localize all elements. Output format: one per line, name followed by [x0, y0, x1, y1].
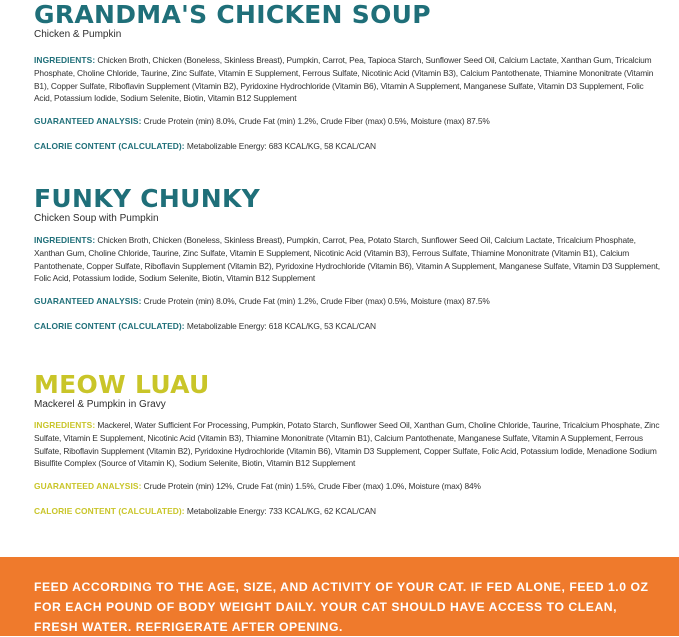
calorie-value: Metabolizable Energy: 683 KCAL/KG, 58 KCAL/CAN: [186, 140, 376, 151]
calorie-label: CALORIE CONTENT (CALCULATED):: [34, 140, 185, 151]
analysis-label: GUARANTEED ANALYSIS:: [34, 481, 142, 492]
calorie-label: CALORIE CONTENT (CALCULATED):: [34, 320, 185, 331]
product-title: GRANDMA'S CHICKEN SOUP: [34, 0, 431, 29]
feeding-instructions-banner: [0, 557, 679, 636]
feeding-instructions-text: FEED ACCORDING TO THE AGE, SIZE, AND ACTIVITY OF YOUR CAT. IF FED ALONE, FEED 1.0 OZ FOR EACH POUND OF BODY WEIGHT DAILY. YOUR CAT SHOULD HAVE ACCESS TO CLEAN, FRESH WATER. REFRIGERATE AFTER OPENING.: [34, 580, 649, 634]
ingredients-text: [34, 419, 662, 470]
product-funky-chunky: [34, 186, 662, 333]
analysis-value: Crude Protein (min) 8.0%, Crude Fat (min) 1.2%, Crude Fiber (max) 0.5%, Moisture (max) 87.5%: [143, 116, 490, 127]
ingredients-value: Mackerel, Water Sufficient For Processing, Pumpkin, Potato Starch, Sunflower Seed Oil, Xanthan Gum, Choline Chloride, Taurine, Tricalcium Phosphate, Zinc Sulfate, Vitamin E Supplement, Nicotinic Acid (Vitamin B3), Thiamine Mononitrate (Vitamin B1), Calcium Pantothenate, Manganese Sulfate, Vitamin A Supplement, Ferrous Sulfate, Riboflavin Supplement (Vitamin B2), Pyridoxine Hydrochloride (Vitamin B6), Vitamin D3 Supplement, Copper Sulfate, Folic Acid, Potassium Iodide, Menadione Sodium Bisulfite Complex (Source of Vitamin K), Sodium Selenite, Biotin, Vitamin B12 Supplement: [34, 420, 660, 469]
guaranteed-analysis: [34, 295, 662, 308]
calorie-content: [34, 505, 662, 518]
analysis-label: GUARANTEED ANALYSIS:: [34, 296, 142, 307]
product-title: FUNKY CHUNKY: [34, 184, 261, 213]
calorie-value: Metabolizable Energy: 618 KCAL/KG, 53 KCAL/CAN: [186, 320, 376, 331]
guaranteed-analysis: [34, 480, 662, 493]
ingredients-value: Chicken Broth, Chicken (Boneless, Skinless Breast), Pumpkin, Carrot, Pea, Tapioca Starch, Sunflower Seed Oil, Calcium Lactate, Xanthan Gum, Tricalcium Phosphate, Choline Chloride, Taurine, Zinc Sulfate, Vitamin E Supplement, Ferrous Sulfate, Nicotinic Acid (Vitamin B3), Calcium Pantothenate, Thiamine Mononitrate (Vitamin B1), Copper Sulfate, Riboflavin Supplement (Vitamin B2), Pyridoxine Hydrochloride (Vitamin B6), Vitamin A Supplement, Manganese Sulfate, Vitamin D3 Supplement, Folic Acid, Potassium Iodide, Sodium Selenite, Biotin, Vitamin B12 Supplement: [34, 55, 654, 104]
ingredients-label: INGREDIENTS:: [34, 420, 96, 430]
product-subtitle: Chicken Soup with Pumpkin: [34, 213, 159, 224]
analysis-value: Crude Protein (min) 8.0%, Crude Fat (min) 1.2%, Crude Fiber (max) 0.5%, Moisture (max) 87.5%: [143, 296, 490, 307]
analysis-value: Crude Protein (min) 12%, Crude Fat (min) 1.5%, Crude Fiber (max) 1.0%, Moisture (max) 84%: [143, 481, 481, 492]
ingredients-text: [34, 54, 662, 105]
product-title: MEOW LUAU: [34, 370, 210, 399]
product-subtitle: Chicken & Pumpkin: [34, 29, 122, 40]
calorie-label: CALORIE CONTENT (CALCULATED):: [34, 505, 185, 516]
ingredients-label: INGREDIENTS:: [34, 55, 96, 65]
ingredients-text: [34, 234, 662, 285]
ingredients-label: INGREDIENTS:: [34, 235, 96, 245]
calorie-content: [34, 320, 662, 333]
product-meow-luau: [34, 372, 662, 518]
ingredients-value: Chicken Broth, Chicken (Boneless, Skinless Breast), Pumpkin, Carrot, Pea, Potato Starch, Sunflower Seed Oil, Calcium Lactate, Tricalcium Phosphate, Xanthan Gum, Choline Chloride, Taurine, Zinc Sulfate, Vitamin E Supplement, Nicotinic Acid (Vitamin B3), Ferrous Sulfate, Thiamine Mononitrate (Vitamin B1), Calcium Pantothenate, Copper Sulfate, Riboflavin Supplement (Vitamin B2), Pyridoxine Hydrochloride (Vitamin B6), Vitamin A Supplement, Manganese Sulfate, Vitamin D3 Supplement, Folic Acid, Potassium Iodide, Sodium Selenite, Biotin, Vitamin B12 Supplement: [34, 235, 660, 284]
analysis-label: GUARANTEED ANALYSIS:: [34, 116, 142, 127]
calorie-content: [34, 140, 662, 153]
calorie-value: Metabolizable Energy: 733 KCAL/KG, 62 KCAL/CAN: [186, 505, 376, 516]
product-subtitle: Mackerel & Pumpkin in Gravy: [34, 399, 166, 410]
product-grandmas-chicken-soup: [34, 2, 662, 153]
guaranteed-analysis: [34, 115, 662, 128]
